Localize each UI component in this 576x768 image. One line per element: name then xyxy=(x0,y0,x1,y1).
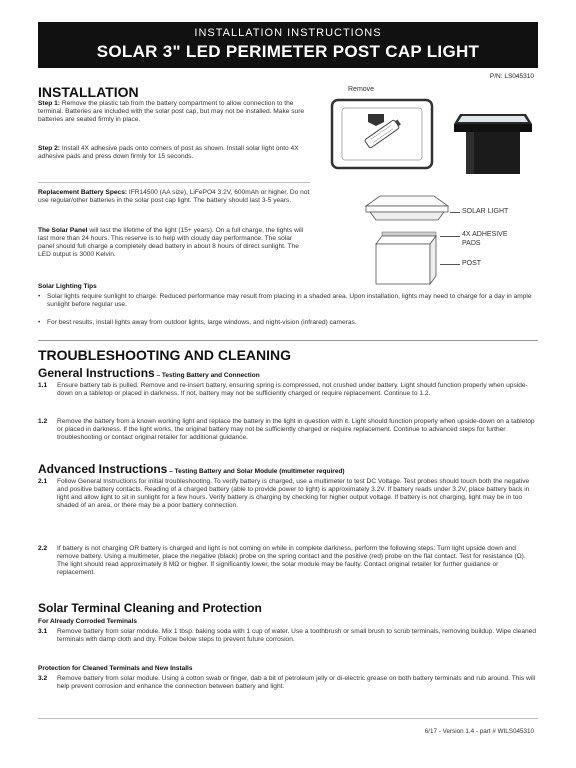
step-1-1 xyxy=(38,382,536,398)
step-text: Remove the battery from a known working light and replace the battery in the light in question with it. Light should function properly when upside-down on a tabletop or placed in darkness. If the light works, the original battery may not be sufficiently charged or require replacement. Continue to advanced steps for further troubleshooting or contact original retailer for additional guidance. xyxy=(57,418,535,442)
solar-cap-rim xyxy=(366,206,448,212)
adhesive-leader xyxy=(440,236,460,237)
step-2-1 xyxy=(38,478,536,510)
tip-item: • Solar lights require sunlight to charge. Reduced performance may result from placing in a shaded area. Upon installation, lights may need to charge for a day in ample sunlight before regular use. xyxy=(38,293,532,309)
banner-title: SOLAR 3" LED PERIMETER POST CAP LIGHT xyxy=(96,42,480,61)
step-number: 3.1 xyxy=(38,628,48,635)
step-2-label: Step 2: xyxy=(38,145,60,152)
tip-text: Solar lights require sunlight to charge. Reduced performance may result from placing in a shaded area. Upon installation, lights may need to charge for a day in ample sunlight before regular use. xyxy=(47,293,532,309)
solar-panel-label: The Solar Panel xyxy=(38,227,88,234)
advanced-title: Advanced Instructions xyxy=(38,462,168,476)
corroded-heading: For Already Corroded Terminals xyxy=(38,618,137,625)
step-2 xyxy=(38,145,310,161)
solar-cap-base xyxy=(370,212,444,220)
adhesive-pads xyxy=(382,232,436,236)
step-text: Follow General Instructions for initial troubleshooting. To verify battery is charged, use a multimeter to test DC Voltage. Test probes should touch both the negative and positive battery contacts. Reading of a charged battery (able to provide power to light) is approximately 3.2V. If battery reads under 3.2V, place battery back in light and allow light to sit in sunlight for a few hours. Verify battery is charging by checking for higher output voltage. If battery is not charging, light may be in too shaded of an area, or there may be a poor battery connection. xyxy=(57,478,530,510)
step-1-text: Remove the plastic tab from the battery compartment to allow connection to the terminal. Batteries are included with the solar post cap, but may not be installed. Make sure batteries are seated firmly in place. xyxy=(38,100,305,124)
step-text: If battery is not charging OR battery is charged and light is not coming on while in complete darkness, perform the following steps: Turn light upside down and remove battery. Using a multimeter, place the negative (black) probe on the spring contact and the positive (red) probe on the flat contact. Test for resistance (Ω). The light should read approximately 8 MΩ or higher. If significantly lower, the solar module may be faulty. Contact original retailer for further guidance or replacement. xyxy=(57,545,526,577)
footer-version: 6/17 - Version 1.4 - part # WILS045310 xyxy=(424,728,534,735)
solar-cap-top xyxy=(366,196,448,206)
post-front xyxy=(376,244,430,284)
adhesive-label-2: PADS xyxy=(462,240,481,247)
step-3-1 xyxy=(38,628,536,644)
general-title: General Instructions xyxy=(38,366,155,380)
solar-panel-info xyxy=(38,227,310,259)
step-number: 3.2 xyxy=(38,675,48,682)
step-text: Remove battery from solar module. Mix 1 tbsp. baking soda with 1 cup of water. Use a toothbrush or small brush to scrub terminals, removing buildup. Wipe cleaned terminals with damp cloth and dry. Follow below steps to prevent future corrosion. xyxy=(57,628,537,644)
tip-item: • For best results, install lights away from outdoor lights, large windows, and night-vision (infrared) cameras. xyxy=(38,319,533,327)
general-subtitle: – Testing Battery and Connection xyxy=(154,372,260,379)
step-3-2 xyxy=(38,675,536,691)
footer-divider xyxy=(38,718,538,719)
step-2-2 xyxy=(38,545,536,577)
adhesive-label-1: 4X ADHESIVE xyxy=(462,231,508,238)
step-1-label: Step 1: xyxy=(38,100,60,107)
post-top xyxy=(376,236,436,244)
battery-specs-text: IFR14500 (AA size), LiFePO4 3.2V, 600mAh or higher. Do not use regular/other batteries in the solar post cap light. The battery should last 3-5 years. xyxy=(38,189,310,205)
troubleshooting-heading: TROUBLESHOOTING AND CLEANING xyxy=(38,347,292,363)
step-2-text: Install 4X adhesive pads onto corners of post as shown. Install solar light onto 4X adhesive pads and press down firmly for 15 seconds. xyxy=(38,145,299,161)
remove-label: Remove xyxy=(348,86,375,93)
advanced-subtitle: – Testing Battery and Solar Module (multimeter required) xyxy=(167,468,345,475)
banner-subtitle: INSTALLATION INSTRUCTIONS xyxy=(194,27,382,39)
general-heading xyxy=(38,366,260,380)
protection-heading: Protection for Cleaned Terminals and New Installs xyxy=(38,665,193,672)
advanced-heading xyxy=(38,462,345,476)
exploded-assembly-figure xyxy=(360,188,460,288)
installation-heading: INSTALLATION xyxy=(38,84,139,100)
step-number: 1.1 xyxy=(38,382,48,389)
step-text: Remove battery from solar module. Using a cotton swab or finger, dab a bit of petroleum jelly or di-electric grease on both battery terminals and rub around. This will help prevent corrosion and enhance the connection between battery and light. xyxy=(57,675,536,691)
solar-light-label: SOLAR LIGHT xyxy=(462,208,509,215)
battery-specs xyxy=(38,189,310,205)
step-number: 2.2 xyxy=(38,545,48,552)
battery-specs-label: Replacement Battery Specs: xyxy=(38,189,128,196)
step-number: 2.1 xyxy=(38,478,48,485)
tip-text: For best results, install lights away from outdoor lights, large windows, and night-vision (infrared) cameras. xyxy=(47,319,357,326)
cap-rim xyxy=(454,124,532,132)
post-shade xyxy=(466,132,474,174)
tips-heading: Solar Lighting Tips xyxy=(38,283,97,290)
post-body xyxy=(466,132,520,174)
battery-tab-figure xyxy=(328,96,440,174)
solar-panel-text: will last the lifetime of the light (15+ years). On a full charge, the lights will last more than 24 hours. This reserve is to help with cloudy day performance. The solar panel should full charge a completely dead battery in about 8 hours of direct sunlight. The LED output is 3000 Kelvin. xyxy=(38,227,304,259)
terminal-heading: Solar Terminal Cleaning and Protection xyxy=(38,601,262,615)
post-side xyxy=(430,236,436,284)
step-number: 1.2 xyxy=(38,418,48,425)
step-1 xyxy=(38,100,310,124)
post-label: POST xyxy=(462,260,482,267)
divider xyxy=(38,182,310,183)
title-banner xyxy=(38,22,538,68)
part-number: P/N: LS045310 xyxy=(489,73,534,80)
light-glow xyxy=(458,116,528,122)
step-1-2 xyxy=(38,418,536,442)
post-cap-photo xyxy=(448,100,538,176)
post-leader xyxy=(440,264,460,265)
step-text: Ensure battery tab is pulled. Remove and re-insert battery, ensuring spring is compressed, not crushed under battery. Light should function properly when upside-down on a tabletop or placed in darkness. If not, battery may not be sufficiently charged or require replacement. Continue to 1.2. xyxy=(57,382,528,398)
section-divider xyxy=(38,340,538,341)
solar-light-leader xyxy=(450,212,460,213)
